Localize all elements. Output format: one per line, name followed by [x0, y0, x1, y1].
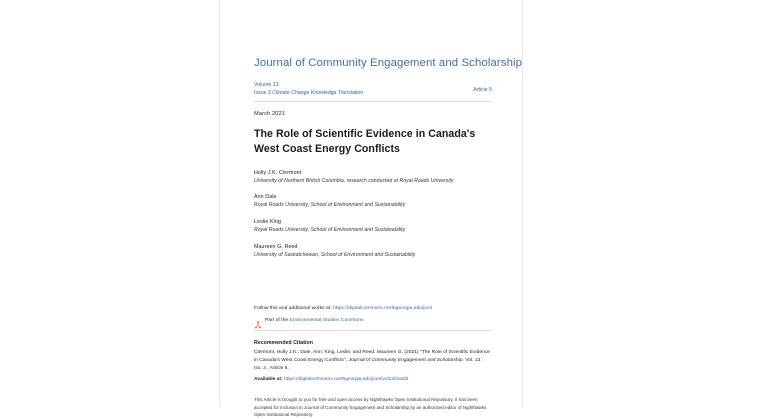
- recommended-citation: [254, 340, 492, 382]
- follow-url-link[interactable]: https://digitalcommons.northgeorgia.edu/jces: [333, 306, 433, 312]
- issue-bar: [254, 81, 492, 102]
- commons-text: [265, 318, 364, 323]
- issue-info: [254, 81, 363, 97]
- author-list: [254, 170, 492, 259]
- network-nodes-icon: [254, 316, 262, 324]
- author-entry: [254, 219, 492, 235]
- citation-available: [254, 377, 492, 382]
- commons-line: [254, 316, 492, 331]
- commons-link[interactable]: Environmental Studies Commons: [289, 317, 364, 323]
- page-content: [254, 0, 523, 419]
- issue-label[interactable]: [254, 89, 363, 97]
- author-affiliation: Royal Roads University, School of Environment and Sustainability: [254, 226, 406, 233]
- journal-title[interactable]: Journal of Community Engagement and Scholarship: [254, 57, 523, 69]
- article-number[interactable]: Article 5: [473, 86, 492, 93]
- repository-footer-note: This Article is brought to you for free and open access by Nighthawks Open Institutional Repository. It has been accepted for inclusion in Journal of Community Engagement and Scholarship by an authorized editor of Nighthawks Open Institutional Repository.: [254, 397, 487, 418]
- author-entry: [254, 170, 492, 186]
- author-entry: [254, 194, 492, 210]
- author-name: Ann Dale: [254, 194, 277, 201]
- author-affiliation: Royal Roads University, School of Environment and Sustainability: [254, 202, 406, 209]
- follow-prefix: Follow this and additional works at:: [254, 306, 334, 312]
- citation-journal-name: Journal of Community Engagement and Scholarship: [348, 358, 463, 364]
- volume-label[interactable]: Volume 13: [254, 81, 279, 88]
- follow-line: [254, 306, 492, 311]
- author-affiliation: University of Saskatchewan, School of Environment and Sustainability: [254, 251, 416, 258]
- citation-body: [254, 349, 492, 373]
- available-url-link[interactable]: https://digitalcommons.northgeorgia.edu/jces/vol13/iss3/5: [284, 377, 409, 382]
- author-name: Holly J.K. Clermont: [254, 169, 302, 176]
- citation-text-before: Clermont, Holly J.K.; Dale, Ann; King, Leslie; and Reed, Maureen G. (2021) "The Role of Scientific Evidence in Canada's West Coast Energy Conflicts",: [254, 350, 491, 364]
- author-entry: [254, 244, 492, 260]
- article-title: The Role of Scientific Evidence in Canada's West Coast Energy Conflicts: [254, 127, 476, 155]
- author-name: Maureen G. Reed: [254, 243, 298, 250]
- article-cover-page: [219, 0, 523, 418]
- follow-section: [254, 306, 492, 331]
- citation-text-after: : Vol. 13 : Iss. 3 , Article 5.: [254, 358, 484, 372]
- issue-topic: Climate Change Knowledge Translation: [272, 89, 364, 96]
- available-label: Available at:: [254, 377, 284, 382]
- issue-number: Issue 3: [254, 89, 273, 96]
- author-affiliation: University of Northern British Columbia, research conducted at Royal Roads University: [254, 177, 454, 184]
- publication-date: March 2021: [254, 110, 286, 117]
- commons-prefix: Part of the: [265, 317, 290, 323]
- author-name: Leslie King: [254, 219, 282, 226]
- citation-heading: Recommended Citation: [254, 340, 313, 347]
